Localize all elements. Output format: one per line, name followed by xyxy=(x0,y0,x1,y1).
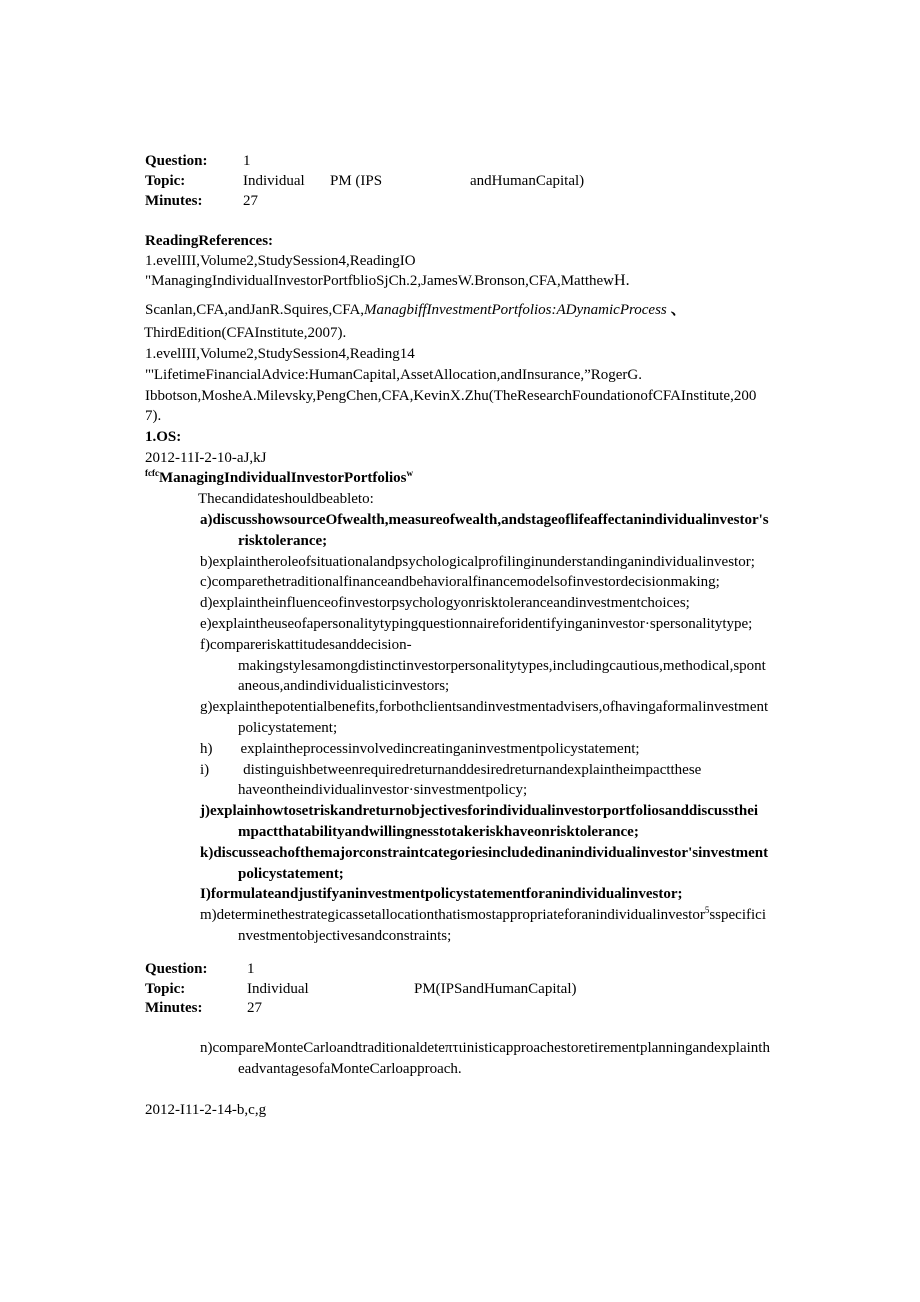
reference-1-line-4: ThirdEdition(CFAInstitute,2007). xyxy=(144,325,347,341)
objective-m: m)determinethestrategicassetallocationthatismostappropriateforanindividualinvestor$^5$sspecifici nvestmentobjectivesandconstraints; xyxy=(200,905,766,944)
objective-i: i) distinguishbetweenrequiredreturnanddesiredreturnandexplaintheimpactthese haveontheindividualinvestor·sinvestmentpolicy; xyxy=(200,761,702,799)
reference-1-line-3: Scanlan,CFA,andJanR.Squires,CFA,ManagbiffInvestmentPortfolios:ADynamicProcess 、 xyxy=(145,302,686,318)
minutes-label: Minutes: xyxy=(145,193,203,209)
reference-2-line-4: 7). xyxy=(145,408,162,424)
objective-k: k)discusseachofthemajorconstraintcategoriesincludedinanindividualinvestor'sinvestment policystatement; xyxy=(200,844,769,882)
objectives-list xyxy=(200,510,845,947)
objective-d: d)explaintheinfluenceofinvestorpsychologyonrisktoleranceandinvestmentchoices; xyxy=(200,595,690,612)
objective-c: c)comparethetraditionalfinanceandbehavioralfinancemodelsofinvestordecisionmaking; xyxy=(200,574,720,591)
objective-h: h) explaintheprocessinvolvedincreatinganinvestmentpolicystatement; xyxy=(200,740,640,757)
objective-l: I)formulateandjustifyaninvestmentpolicystatementforanindividualinvestor; xyxy=(200,886,683,903)
reading-title: $^{fcfc}$ManagingIndividualInvestorPortfolios$^w$ xyxy=(145,468,414,486)
objective-n: n)compareMonteCarloandtraditionaldeteπτιinisticapproachestoretirementplanningandexplainth eadvantagesofaMonteCarloapproach. xyxy=(200,1040,770,1077)
topic-label-2: Topic: xyxy=(145,981,186,997)
objectives-intro: Thecandidateshouldbeableto: xyxy=(198,491,374,507)
topic-label: Topic: xyxy=(145,173,186,189)
reference-2-line-2: "'LifetimeFinancialAdvice:HumanCapital,AssetAllocation,andInsurance,”RogerG. xyxy=(145,367,643,383)
objective-a: a)discusshowsourceOfwealth,measureofwealth,andstageoflifeaffectanindividualinvestor's risktolerance; xyxy=(200,512,769,549)
objective-e: e)explaintheuseofapersonalitytypingquestionnaireforidentifyinganinvestor·spersonalitytype; xyxy=(200,615,753,632)
los-code-2: 2012-I11-2-14-b,c,g xyxy=(145,1102,267,1118)
objective-g: g)explainthepotentialbenefits,forbothclientsandinvestmentadvisers,ofhavingaformalinvestment policystatement; xyxy=(200,699,769,736)
question-label-2: Question: xyxy=(145,961,208,977)
reference-1-line-1: 1.evelIII,Volume2,StudySession4,ReadingIO xyxy=(145,253,416,269)
reading-references-heading: ReadingReferences: xyxy=(145,233,274,249)
topic-part-2: PM (IPS xyxy=(330,173,383,189)
reference-2-line-1: 1.evelIII,Volume2,StudySession4,Reading14 xyxy=(145,346,415,362)
objective-b: b)explaintheroleofsituationalandpsychologicalprofilinginunderstandinganindividualinvestor; xyxy=(200,553,755,570)
reference-2-line-3: Ibbotson,MosheA.Milevsky,PengChen,CFA,KevinX.Zhu(TheResearchFoundationofCFAInstitute,200 xyxy=(145,388,757,404)
book-title: ManagbiffInvestmentPortfolios:ADynamicProcess xyxy=(364,302,667,318)
minutes-label-2: Minutes: xyxy=(145,1000,203,1016)
topic-part-2-2: PM(IPSandHumanCapital) xyxy=(414,981,577,997)
objective-f: f)compareriskattitudesanddecision- makingstylesamongdistinctinvestorpersonalitytypes,includingcautious,methodical,spont aneous,andindividualisticinvestors; xyxy=(200,636,766,695)
minutes-value: 27 xyxy=(243,193,258,209)
topic-part-3: andHumanCapital) xyxy=(470,173,585,189)
topic-part-1: Individual xyxy=(243,173,305,189)
question-value-2: 1 xyxy=(247,961,255,977)
question-label: Question: xyxy=(145,153,208,169)
los-heading: 1.OS: xyxy=(145,429,182,445)
minutes-value-2: 27 xyxy=(247,1000,262,1016)
los-code: 2012-11I-2-10-aJ,kJ xyxy=(145,450,267,466)
question-value: 1 xyxy=(243,153,251,169)
objective-j: j)explainhowtosetriskandreturnobjectivesforindividualinvestorportfoliosanddiscussthei mpactthatabilityandwillingnesstotakeriskhaveonrisktolerance; xyxy=(200,803,759,840)
reference-1-line-2: "ManagingIndividualInvestorPortfblioSjCh.2,JamesW.Bronson,CFA,MatthewH. xyxy=(145,272,630,289)
topic-part-1-2: Individual xyxy=(247,981,309,997)
